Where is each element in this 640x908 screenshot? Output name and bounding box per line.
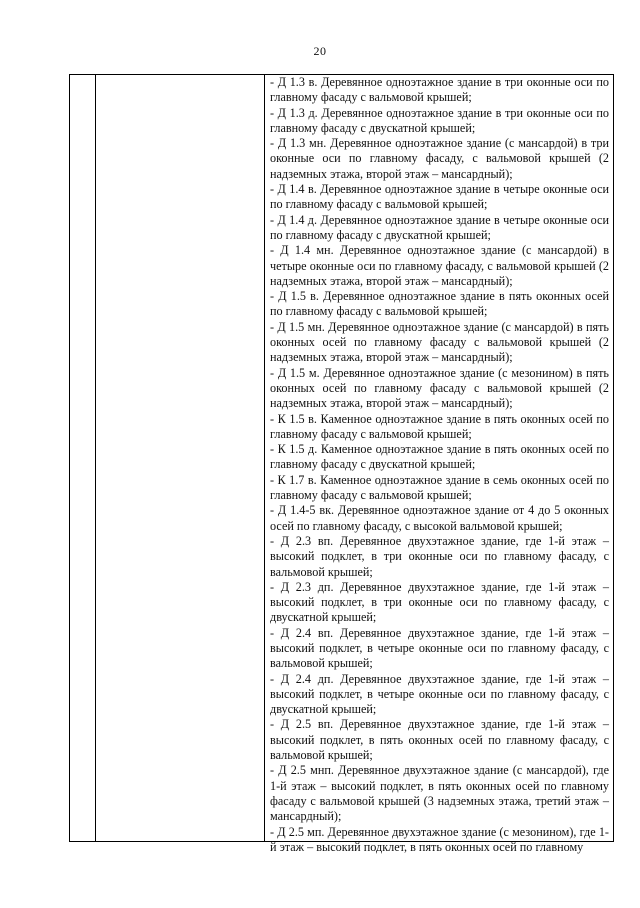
list-item: - Д 2.4 вп. Деревянное двухэтажное здание, где 1-й этаж – высокий подклет, в четыре оконные оси по главному фасаду, с вальмовой крышей; xyxy=(270,625,609,671)
building-types-cell xyxy=(270,75,609,854)
list-item: - Д 2.5 мнп. Деревянное двухэтажное здание (с мансардой), где 1-й этаж – высокий подклет, в пять оконных осей по главному фасаду с вальмовой крышей (3 надземных этажа, третий этаж – мансардный); xyxy=(270,763,609,824)
list-item: - Д 1.3 мн. Деревянное одноэтажное здание (с мансардой) в три оконные оси по главному фасаду, с вальмовой крышей (2 надземных этажа, второй этаж – мансардный); xyxy=(270,136,609,181)
list-item: - Д 2.5 мп. Деревянное двухэтажное здание (с мезонином), где 1-й этаж – высокий подклет, в пять оконных осей по главному xyxy=(270,824,609,854)
list-item: - Д 1.5 м. Деревянное одноэтажное здание (с мезонином) в пять оконных осей по главному фасаду с вальмовой крышей (2 надземных этажа, второй этаж – мансардный); xyxy=(270,365,609,411)
list-item: - Д 1.3 в. Деревянное одноэтажное здание в три оконные оси по главному фасаду с вальмовой крышей; xyxy=(270,75,609,105)
list-item: - Д 1.5 в. Деревянное одноэтажное здание в пять оконных осей по главному фасаду с вальмовой крышей; xyxy=(270,289,609,319)
list-item: - Д 2.4 дп. Деревянное двухэтажное здание, где 1-й этаж – высокий подклет, в четыре оконные оси по главному фасаду, с двускатной крышей; xyxy=(270,671,609,717)
column-divider xyxy=(95,75,96,841)
list-item: - К 1.7 в. Каменное одноэтажное здание в семь оконных осей по главному фасаду с вальмовой крышей; xyxy=(270,472,609,503)
list-item: - Д 1.5 мн. Деревянное одноэтажное здание (с мансардой) в пять оконных осей по главному фасаду с вальмовой крышей (2 надземных этажа, второй этаж – мансардный); xyxy=(270,319,609,365)
list-item: - Д 1.4 в. Деревянное одноэтажное здание в четыре оконные оси по главному фасаду с вальмовой крышей; xyxy=(270,182,609,212)
list-item: - Д 1.4-5 вк. Деревянное одноэтажное здание от 4 до 5 оконных осей по главному фасаду, с высокой вальмовой крышей; xyxy=(270,503,609,533)
list-item: - Д 2.5 вп. Деревянное двухэтажное здание, где 1-й этаж – высокий подклет, в пять оконных осей по главному фасаду, с вальмовой крышей; xyxy=(270,717,609,763)
list-item: - Д 2.3 дп. Деревянное двухэтажное здание, где 1-й этаж – высокий подклет, в три оконные оси по главному фасаду, с двускатной крышей; xyxy=(270,579,609,625)
document-table xyxy=(69,74,614,854)
list-item: - Д 2.3 вп. Деревянное двухэтажное здание, где 1-й этаж – высокий подклет, в три оконные оси по главному фасаду, с вальмовой крышей; xyxy=(270,533,609,579)
list-item: - Д 1.4 д. Деревянное одноэтажное здание в четыре оконные оси по главному фасаду с двускатной крышей; xyxy=(270,212,609,242)
column-divider xyxy=(264,75,265,841)
list-item: - Д 1.4 мн. Деревянное одноэтажное здание (с мансардой) в четыре оконные оси по главному фасаду, с вальмовой крышей (2 надземных этажа, второй этаж – мансардный); xyxy=(270,243,609,288)
list-item: - К 1.5 д. Каменное одноэтажное здание в пять оконных осей по главному фасаду с двускатной крышей; xyxy=(270,442,609,472)
page-number: 20 xyxy=(313,44,327,58)
list-item: - Д 1.3 д. Деревянное одноэтажное здание в три оконные оси по главному фасаду с двускатной крышей; xyxy=(270,105,609,135)
list-item: - К 1.5 в. Каменное одноэтажное здание в пять оконных осей по главному фасаду с вальмовой крышей; xyxy=(270,411,609,441)
